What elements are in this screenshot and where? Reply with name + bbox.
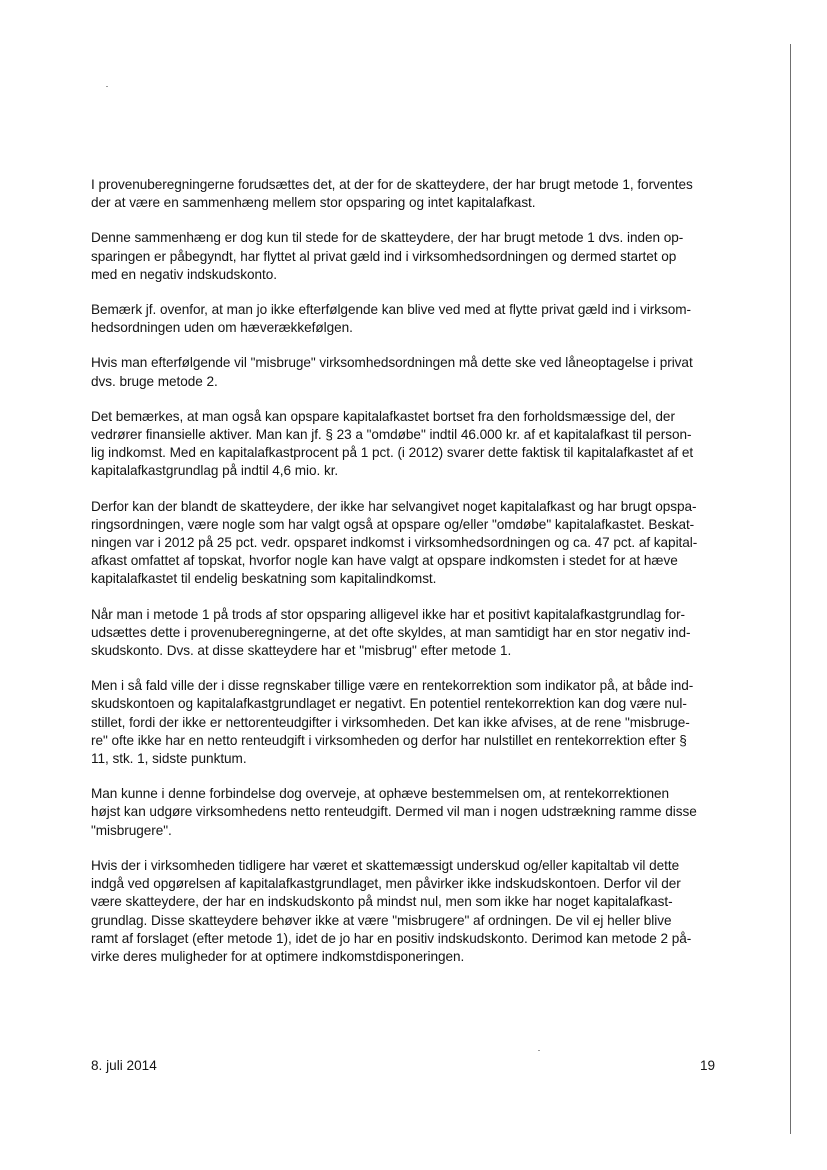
paragraph <box>91 857 733 966</box>
text-line: stillet, fordi der ikke er nettorenteudgifter i virksomheden. Det kan ikke afvises, at de rene "misbruge- <box>91 714 690 730</box>
text-line: hedsordningen uden om hæverækkefølgen. <box>91 320 353 336</box>
text-line: indgå ved opgørelsen af kapitalafkastgrundlaget, men påvirker ikke indskudskontoen. Derfor vil der <box>91 876 681 892</box>
text-line: vedrører finansielle aktiver. Man kan jf. § 23 a "omdøbe" indtil 46.000 kr. af et kapitalafkast til person- <box>91 427 692 443</box>
text-line: Hvis der i virksomheden tidligere har været et skattemæssigt underskud og/eller kapitaltab vil dette <box>91 857 680 873</box>
paragraph <box>91 229 733 284</box>
scan-speck <box>538 1050 540 1051</box>
text-line: afkast omfattet af topskat, hvorfor nogle kan have valgt at opspare indkomsten i stedet for at hæve <box>91 553 678 569</box>
paragraph <box>91 301 733 337</box>
paragraph <box>91 677 733 768</box>
text-line: Derfor kan der blandt de skatteydere, der ikke har selvangivet noget kapitalafkast og har brugt opspa- <box>91 498 697 514</box>
paragraph <box>91 176 733 212</box>
paragraph <box>91 498 733 589</box>
paragraph <box>91 354 733 390</box>
text-line: Når man i metode 1 på trods af stor opsparing alligevel ikke har et positivt kapitalafkastgrundlag for- <box>91 606 686 622</box>
text-line: sparingen er påbegyndt, har flyttet al privat gæld ind i virksomhedsordningen og dermed startet op <box>91 248 677 264</box>
text-line: ringsordningen, være nogle som har valgt også at opspare og/eller "omdøbe" kapitalafkastet. Beskat- <box>91 516 695 532</box>
text-line: ramt af forslaget (efter metode 1), idet de jo har en positiv indskudskonto. Derimod kan metode 2 på- <box>91 930 692 946</box>
text-line: "misbrugere". <box>91 822 172 838</box>
text-line: Man kunne i denne forbindelse dog overveje, at ophæve bestemmelsen om, at rentekorrektionen <box>91 786 670 802</box>
body-text <box>91 176 733 983</box>
text-line: Denne sammenhæng er dog kun til stede for de skatteydere, der har brugt metode 1 dvs. inden op- <box>91 230 684 246</box>
text-line: kapitalafkastet til endelig beskatning som kapitalindkomst. <box>91 571 437 587</box>
text-line: Men i så fald ville der i disse regnskaber tillige være en rentekorrektion som indikator på, at både ind- <box>91 678 694 694</box>
text-line: udsættes dette i provenuberegningerne, at det ofte skyldes, at man samtidigt har en stor negativ ind- <box>91 624 691 640</box>
scan-edge-line <box>790 44 791 1134</box>
text-line: re" ofte ikke har en netto renteudgift i virksomheden og derfor har nulstillet en rentekorrektion efter § <box>91 732 687 748</box>
text-line: 11, stk. 1, sidste punktum. <box>91 751 247 767</box>
text-line: I provenuberegningerne forudsættes det, at der for de skatteydere, der har brugt metode 1, forventes <box>91 177 693 192</box>
text-line: højst kan udgøre virksomhedens netto renteudgift. Dermed vil man i nogen udstrækning ramme disse <box>91 804 697 820</box>
text-line: der at være en sammenhæng mellem stor opsparing og intet kapitalafkast. <box>91 195 536 211</box>
page-number: 19 <box>700 1058 716 1073</box>
paragraph <box>91 606 733 661</box>
text-line: ningen var i 2012 på 25 pct. vedr. opsparet indkomst i virksomhedsordningen og ca. 47 pct. af kapital- <box>91 535 698 551</box>
paragraph <box>91 785 733 840</box>
text-line: lig indkomst. Med en kapitalafkastprocent på 1 pct. (i 2012) svarer dette faktisk til kapitalafkastet af et <box>91 445 694 461</box>
text-line: skudskontoen og kapitalafkastgrundlaget er negativt. En potentiel rentekorrektion kan dog være nul- <box>91 696 687 712</box>
text-line: virke deres muligheder for at optimere indkomstdisponeringen. <box>91 948 465 964</box>
text-line: være skatteydere, der har en indskudskonto på mindst nul, men som ikke har noget kapitalafkast- <box>91 894 673 910</box>
paragraph <box>91 408 733 481</box>
scan-speck <box>106 86 108 87</box>
text-line: kapitalafkastgrundlag på indtil 4,6 mio. kr. <box>91 463 339 479</box>
text-line: Hvis man efterfølgende vil "misbruge" virksomhedsordningen må dette ske ved låneoptagelse i privat <box>91 355 693 371</box>
text-line: grundlag. Disse skatteydere behøver ikke at være "misbrugere" af ordningen. De vil ej heller blive <box>91 912 672 928</box>
footer-date: 8. juli 2014 <box>91 1058 157 1073</box>
text-line: skudskonto. Dvs. at disse skatteydere har et "misbrug" efter metode 1. <box>91 643 512 659</box>
text-line: Bemærk jf. ovenfor, at man jo ikke efterfølgende kan blive ved med at flytte privat gæld ind i virksom- <box>91 302 692 318</box>
text-line: Det bemærkes, at man også kan opspare kapitalafkastet bortset fra den forholdsmæssige del, der <box>91 408 675 424</box>
text-line: med en negativ indskudskonto. <box>91 266 277 282</box>
text-line: dvs. bruge metode 2. <box>91 373 218 389</box>
